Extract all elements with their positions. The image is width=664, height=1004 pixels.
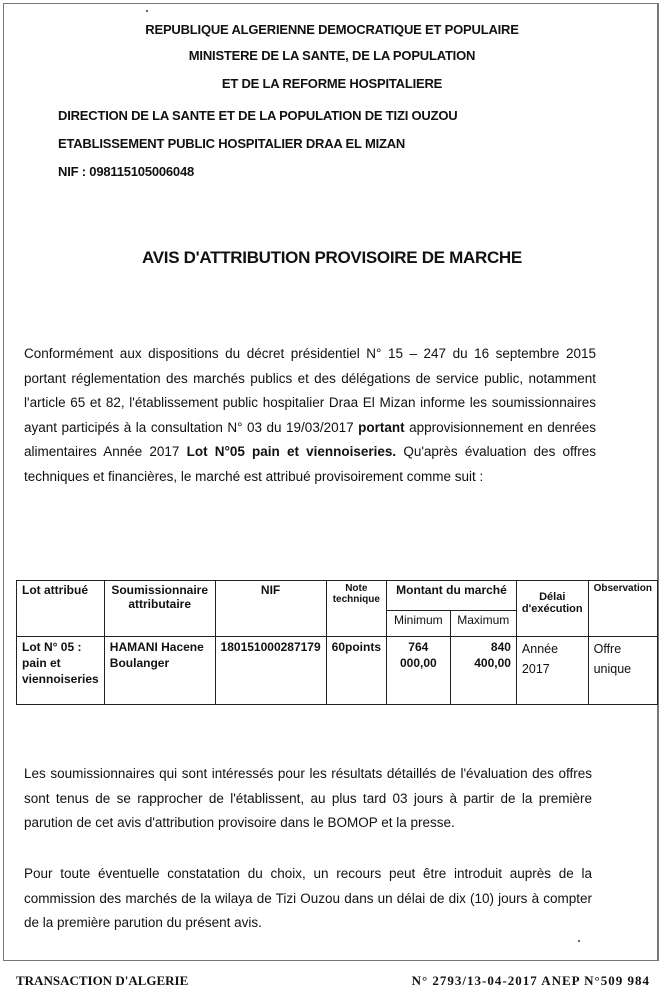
header-minimum: Minimum bbox=[387, 611, 451, 637]
intro-text-b: approvisionnement en denrées alimentaires Année 2017 bbox=[24, 419, 596, 459]
header-line-1: REPUBLIQUE ALGERIENNE DEMOCRATIQUE ET POPULAIRE bbox=[145, 22, 519, 37]
header-soumissionnaire: Soumissionnaire attributaire bbox=[104, 581, 215, 637]
header-line-2: MINISTERE DE LA SANTE, DE LA POPULATION bbox=[188, 48, 476, 63]
scan-speck bbox=[578, 940, 580, 942]
appeal-paragraph: Pour toute éventuelle constatation du choix, un recours peut être introduit auprès de la commission des marchés de la wilaya de Tizi Ouzou dans un délai de dix (10) jours à compter de la première parution du présent avis. bbox=[24, 866, 592, 930]
cell-soumissionnaire: HAMANI Hacene Boulanger bbox=[104, 637, 215, 705]
cell-minimum: 764 000,00 bbox=[387, 637, 451, 705]
scan-speck bbox=[146, 10, 148, 12]
intro-bold-a: portant bbox=[358, 419, 405, 435]
cell-observation: Offre unique bbox=[588, 637, 657, 705]
header-montant: Montant du marché bbox=[387, 581, 517, 611]
footer-reference: N° 2793/13-04-2017 ANEP N°509 984 bbox=[411, 973, 650, 988]
header-delai: Délai d'exécution bbox=[516, 581, 588, 637]
intro-bold-b: Lot N°05 pain et viennoiseries. bbox=[186, 444, 397, 459]
header-nif: NIF bbox=[215, 581, 326, 637]
cell-lot: Lot N° 05 : pain et viennoiseries bbox=[17, 637, 105, 705]
results-paragraph: Les soumissionnaires qui sont intéressés pour les résultats détaillés de l'évaluation des offres sont tenus de se rapprocher de l'établissent, au plus tard 03 jours à partir de la première parution de cet avis d'attribution provisoire dans le BOMOP et la presse. bbox=[24, 766, 592, 830]
footer bbox=[0, 973, 664, 997]
header-observation: Observation bbox=[588, 581, 657, 637]
footer-publication: TRANSACTION D'ALGERIE bbox=[16, 973, 189, 988]
notice-title: AVIS D'ATTRIBUTION PROVISOIRE DE MARCHE bbox=[142, 248, 522, 267]
direction-line: DIRECTION DE LA SANTE ET DE LA POPULATION DE TIZI OUZOU bbox=[58, 108, 458, 123]
intro-text-c: Qu'après évaluation des offres techniques et financières, le marché est attribué provisoirement comme suit : bbox=[24, 444, 596, 484]
cell-delai: Année 2017 bbox=[516, 637, 588, 705]
establishment-line: ETABLISSEMENT PUBLIC HOSPITALIER DRAA EL MIZAN bbox=[58, 136, 406, 151]
header-lot: Lot attribué bbox=[17, 581, 105, 637]
header-maximum: Maximum bbox=[450, 611, 516, 637]
header-line-3: ET DE LA REFORME HOSPITALIERE bbox=[221, 76, 443, 91]
intro-text-a: Conformément aux dispositions du décret présidentiel N° 15 – 247 du 16 septembre 2015 portant réglementation des marchés publics et des délégations de service public, notamment l'article 65 et 82, l'établissement public hospitalier Draa El Mizan informe les soumissionnaires ayant participés à la consultation N° 03 du 19/03/2017 bbox=[24, 346, 596, 435]
cell-note: 60points bbox=[326, 637, 386, 705]
cell-nif: 180151000287179 bbox=[215, 637, 326, 705]
header-note: Note technique bbox=[326, 581, 386, 637]
nif-line: NIF : 098115105006048 bbox=[58, 164, 195, 179]
cell-maximum: 840 400,00 bbox=[450, 637, 516, 705]
intro-paragraph bbox=[24, 342, 596, 489]
award-table bbox=[16, 580, 658, 705]
